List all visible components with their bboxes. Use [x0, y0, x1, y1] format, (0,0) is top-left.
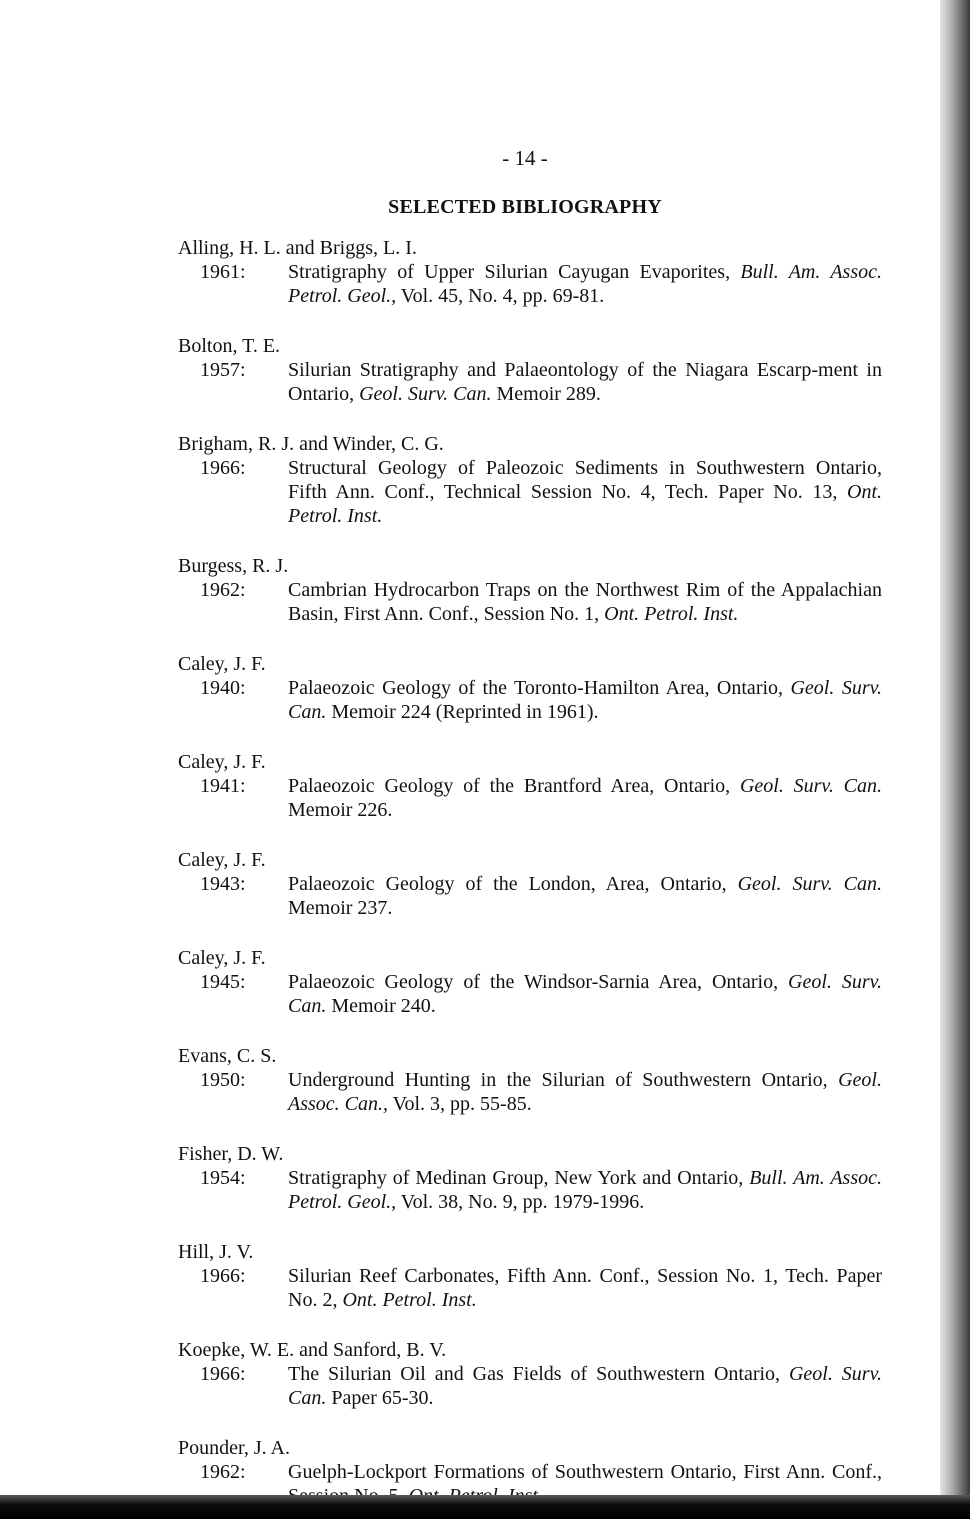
entry-author: Brigham, R. J. and Winder, C. G. [178, 433, 444, 455]
citation-journal: Geol. Surv. Can. [288, 971, 882, 1017]
citation-text: Guelph-Lockport Formations of Southwestern Ontario, First Ann. Conf., [288, 1461, 882, 1483]
page-number: - 14 - [502, 146, 548, 170]
entry-year: 1957: [200, 359, 246, 381]
entry-body [178, 1362, 882, 1410]
entry-year: 1954: [200, 1167, 246, 1189]
citation-text: Vol. 3, pp. 55-85. [388, 1093, 532, 1115]
entry-author: Evans, C. S. [178, 1045, 277, 1067]
citation-journal: Geol. Surv. Can. [737, 873, 882, 895]
citation-text: Memoir 289. [491, 383, 601, 405]
entry-year: 1962: [200, 1461, 246, 1483]
entry-author: Caley, J. F. [178, 653, 266, 675]
bibliography-entry [178, 1142, 882, 1214]
citation-text: Cambrian Hydrocarbon Traps on the Northwest Rim of the Appalachian Basin, First Ann. Conf., Session No. 1, [288, 579, 882, 625]
bibliography-entry [178, 236, 882, 308]
citation-text: The Silurian Oil and Gas Fields of Southwestern Ontario, [288, 1363, 789, 1385]
entry-body [178, 1068, 882, 1116]
citation-text: Structural Geology of Paleozoic Sediments in Southwestern Ontario, Fifth Ann. Conf., Technical Session No. 4, Tech. Paper No. 13, [288, 457, 882, 503]
entry-year: 1962: [200, 579, 246, 601]
citation-journal: Bull. Am. Assoc. Petrol. Geol., [288, 261, 882, 307]
entry-author: Caley, J. F. [178, 751, 266, 773]
bibliography-entry [178, 1338, 882, 1410]
entry-year: 1966: [200, 1265, 246, 1287]
citation-text: Memoir 237. [288, 897, 393, 919]
citation-text: Silurian Reef Carbonates, Fifth Ann. Conf., Session No. 1, Tech. Paper No. 2, [288, 1265, 882, 1311]
entry-body [178, 578, 882, 626]
entry-citation [288, 1068, 882, 1116]
entry-author: Hill, J. V. [178, 1241, 254, 1263]
entry-author: Caley, J. F. [178, 849, 266, 871]
entry-author: Pounder, J. A. [178, 1437, 290, 1459]
entry-author: Bolton, T. E. [178, 335, 281, 357]
entry-citation [288, 872, 882, 920]
bibliography-list [178, 236, 882, 1534]
book-spine-shadow [940, 0, 970, 1519]
entry-body [178, 1166, 882, 1214]
citation-text: Palaeozoic Geology of the London, Area, Ontario, [288, 873, 738, 895]
bibliography-entry [178, 1240, 882, 1312]
entry-author: Burgess, R. J. [178, 555, 289, 577]
citation-journal: Geol. Surv. Can. [359, 383, 492, 405]
entry-citation [288, 1264, 882, 1312]
citation-text: Vol. 45, No. 4, pp. 69-81. [396, 285, 605, 307]
bibliography-entry [178, 946, 882, 1018]
citation-text: Paper 65-30. [326, 1387, 434, 1409]
entry-year: 1966: [200, 1363, 246, 1385]
bibliography-entry [178, 848, 882, 920]
citation-journal: Ont. Petrol. Inst. [288, 481, 882, 527]
bibliography-entry [178, 750, 882, 822]
entry-citation [288, 1166, 882, 1214]
entry-citation [288, 260, 882, 308]
citation-text: Stratigraphy of Upper Silurian Cayugan Evaporites, [288, 261, 741, 283]
entry-year: 1940: [200, 677, 246, 699]
bibliography-entry [178, 554, 882, 626]
citation-text: Memoir 226. [288, 799, 393, 821]
bibliography-entry [178, 1044, 882, 1116]
citation-text: Vol. 38, No. 9, pp. 1979-1996. [396, 1191, 645, 1213]
citation-text: Underground Hunting in the Silurian of Southwestern Ontario, [288, 1069, 839, 1091]
entry-year: 1943: [200, 873, 246, 895]
entry-year: 1941: [200, 775, 246, 797]
citation-text: Stratigraphy of Medinan Group, New York and Ontario, [288, 1167, 750, 1189]
bibliography-entry [178, 334, 882, 406]
entry-body [178, 260, 882, 308]
citation-journal: Geol. Assoc. Can., [288, 1069, 882, 1115]
bibliography-entry [178, 652, 882, 724]
citation-text: Memoir 224 (Reprinted in 1961). [326, 701, 599, 723]
citation-text: Palaeozoic Geology of the Toronto-Hamilton Area, Ontario, [288, 677, 791, 699]
citation-journal: Ont. Petrol. Inst. [604, 603, 739, 625]
citation-journal: Geol. Surv. Can. [288, 677, 882, 723]
entry-citation [288, 358, 882, 406]
entry-citation [288, 578, 882, 626]
entry-body [178, 872, 882, 920]
entry-year: 1966: [200, 457, 246, 479]
entry-body [178, 1264, 882, 1312]
citation-text: Palaeozoic Geology of the Brantford Area, Ontario, [288, 775, 740, 797]
entry-year: 1961: [200, 261, 246, 283]
page-title: SELECTED BIBLIOGRAPHY [388, 196, 662, 218]
entry-author: Koepke, W. E. and Sanford, B. V. [178, 1339, 447, 1361]
entry-body [178, 676, 882, 724]
entry-body [178, 358, 882, 406]
entry-citation [288, 676, 882, 724]
entry-citation [288, 456, 882, 528]
entry-citation [288, 1362, 882, 1410]
entry-body [178, 970, 882, 1018]
entry-author: Caley, J. F. [178, 947, 266, 969]
entry-year: 1950: [200, 1069, 246, 1091]
entry-body [178, 774, 882, 822]
citation-journal: Ont. Petrol. Inst. [342, 1289, 477, 1311]
citation-text: Palaeozoic Geology of the Windsor-Sarnia Area, Ontario, [288, 971, 789, 993]
scan-bottom-edge [0, 1495, 970, 1519]
entry-body [178, 456, 882, 528]
entry-citation [288, 970, 882, 1018]
entry-citation [288, 774, 882, 822]
citation-text: Memoir 240. [326, 995, 436, 1017]
entry-year: 1945: [200, 971, 246, 993]
citation-journal: Bull. Am. Assoc. Petrol. Geol., [288, 1167, 882, 1213]
entry-author: Alling, H. L. and Briggs, L. I. [178, 237, 417, 259]
entry-author: Fisher, D. W. [178, 1143, 284, 1165]
citation-text: Silurian Stratigraphy and Palaeontology of the Niagara Escarp-ment in Ontario, [288, 359, 882, 405]
citation-journal: Geol. Surv. Can. [288, 1363, 882, 1409]
bibliography-entry [178, 432, 882, 528]
citation-journal: Geol. Surv. Can. [739, 775, 882, 797]
